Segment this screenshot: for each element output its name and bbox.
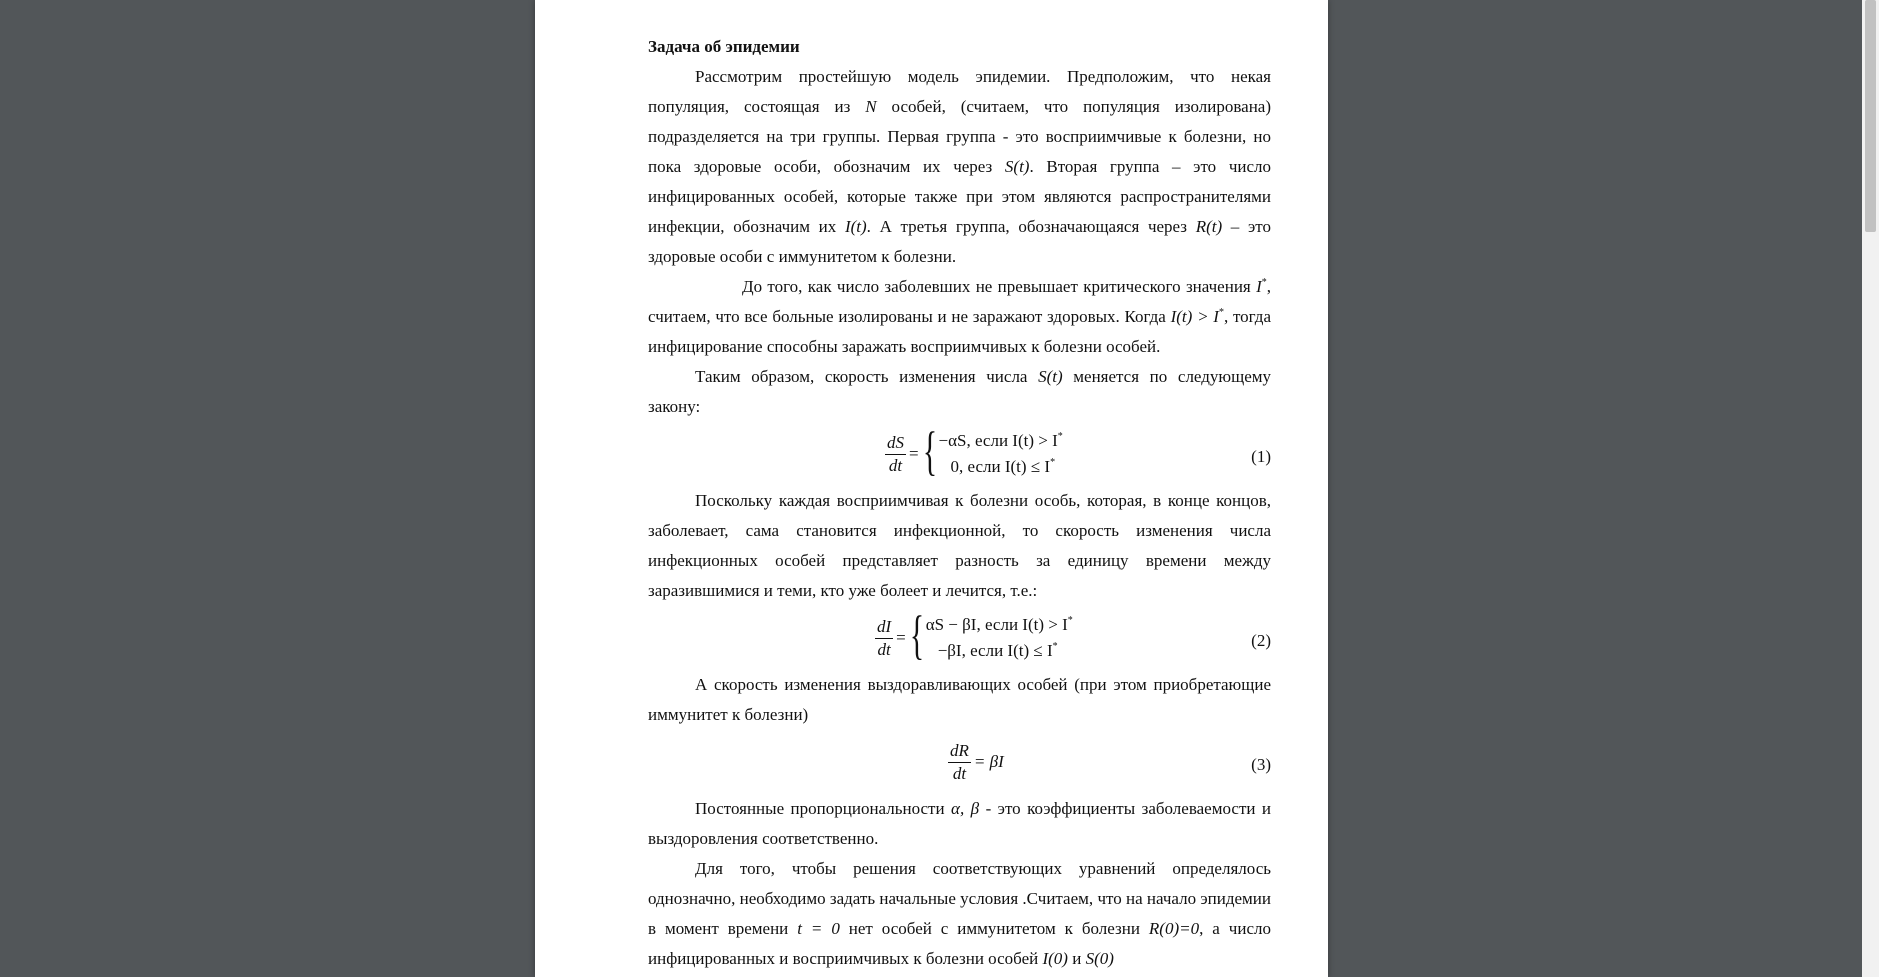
equation-3: $\frac{dR}{dt}$ = βI (3): [950, 740, 1271, 783]
paragraph-threshold: До того, как число заболевших не превышает критического значения I*, считаем, что все больные изолированы и не заражают здоровых. Когда I(t) > I*, тогда инфицирование способны заражать восприимчивых к болезни особей.: [648, 277, 1272, 356]
equation-number: (2): [1251, 631, 1271, 650]
fraction-dS-dt: $\frac{dS}{dt}$: [887, 432, 904, 475]
page-content: [648, 32, 1271, 974]
brace-symbol: {: [922, 421, 937, 481]
section-title: Задача об эпидемии: [648, 37, 800, 56]
document-page: [535, 0, 1328, 977]
paragraph-initial-conditions: Для того, чтобы решения соответствующих уравнений определялось однозначно, необходимо задать начальные условия .Считаем, что на начало эпидемии в момент времени t = 0 нет особей с иммунитетом к болезни R(0)=0, а число инфицированных и восприимчивых к болезни особей I(0) и S(0): [648, 859, 1271, 968]
cases-block: αS − βI, если I(t) > I* −βI, если I(t) ≤ I*: [925, 615, 1073, 660]
paragraph-infected: Поскольку каждая восприимчивая к болезни особь, которая, в конце концов, заболевает, сама становится инфекционной, то скорость изменения числа инфекционных особей представляет разность за единицу времени между заразившимися и теми, кто уже болеет и лечится, т.е.:: [648, 491, 1271, 600]
paragraph-recovered: А скорость изменения выздоравливающих особей (при этом приобретающие иммунитет к болезни): [648, 675, 1271, 724]
vertical-scrollbar[interactable]: [1862, 0, 1879, 977]
fraction-dI-dt: $\frac{dI}{dt}$: [877, 616, 892, 659]
paragraph-intro: Рассмотрим простейшую модель эпидемии. Предположим, что некая популяция, состоящая из N особей, (считаем, что популяция изолирована) подразделяется на три группы. Первая группа - это восприимчивые к болезни, но пока здоровые особи, обозначим их через S(t). Вторая группа – это число инфицированных особей, которые также при этом являются распространителями инфекции, обозначим их I(t). А третья группа, обозначающаяся через R(t) – это здоровые особи с иммунитетом к болезни.: [648, 67, 1272, 266]
equation-number: (3): [1251, 755, 1271, 774]
equation-1: $\frac{dS}{dt}$ = { −αS, если I(t) > I* 0, если I(t) ≤ I* (1): [887, 421, 1271, 481]
paragraph-coefficients: Постоянные пропорциональности α, β - это коэффициенты заболеваемости и выздоровления соответственно.: [648, 799, 1272, 848]
fraction-dR-dt: $\frac{dR}{dt}$: [950, 740, 969, 783]
paragraph-law: Таким образом, скорость изменения числа S(t) меняется по следующему закону:: [648, 367, 1271, 416]
equation-number: (1): [1251, 447, 1271, 466]
scrollbar-thumb[interactable]: [1865, 0, 1876, 232]
cases-block: −αS, если I(t) > I* 0, если I(t) ≤ I*: [938, 431, 1063, 476]
brace-symbol: {: [909, 605, 924, 665]
equation-2: $\frac{dI}{dt}$ = { αS − βI, если I(t) > I* −βI, если I(t) ≤ I* (2): [877, 605, 1271, 665]
